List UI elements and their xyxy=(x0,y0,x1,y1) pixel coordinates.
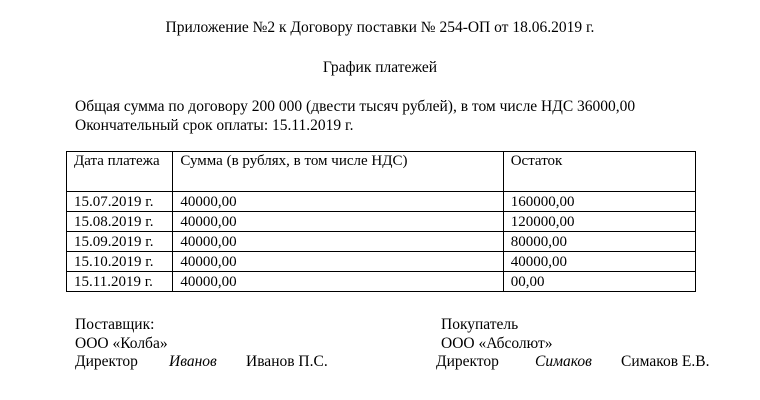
header-balance: Остаток xyxy=(503,152,695,192)
buyer-signature: Симаков xyxy=(535,353,592,370)
buyer-position: Директор xyxy=(436,353,499,370)
total-amount-text: Общая сумма по договору 200 000 (двести тысяч рублей), в том числе НДС 36000,00 xyxy=(75,98,636,115)
cell-balance: 40000,00 xyxy=(503,252,695,272)
payment-schedule-table xyxy=(66,151,696,292)
table-row xyxy=(67,252,696,272)
cell-amount: 40000,00 xyxy=(173,212,503,232)
cell-date: 15.08.2019 г. xyxy=(67,212,173,232)
cell-balance: 120000,00 xyxy=(503,212,695,232)
cell-date: 15.10.2019 г. xyxy=(67,252,173,272)
table-row xyxy=(67,232,696,252)
supplier-position: Директор xyxy=(75,353,138,370)
table-row xyxy=(67,272,696,292)
cell-date: 15.07.2019 г. xyxy=(67,192,173,212)
supplier-signature: Иванов xyxy=(169,353,217,370)
cell-amount: 40000,00 xyxy=(173,272,503,292)
cell-amount: 40000,00 xyxy=(173,232,503,252)
cell-balance: 80000,00 xyxy=(503,232,695,252)
table-header-row xyxy=(67,152,696,192)
header-amount: Сумма (в рублях, в том числе НДС) xyxy=(173,152,503,192)
table-row xyxy=(67,192,696,212)
buyer-name: Симаков Е.В. xyxy=(621,353,710,370)
supplier-company: ООО «Колба» xyxy=(75,335,168,352)
cell-amount: 40000,00 xyxy=(173,192,503,212)
cell-amount: 40000,00 xyxy=(173,252,503,272)
table-row xyxy=(67,212,696,232)
document-subtitle: График платежей xyxy=(322,59,438,76)
cell-balance: 00,00 xyxy=(503,272,695,292)
payment-deadline-text: Окончательный срок оплаты: 15.11.2019 г. xyxy=(75,117,354,134)
document-title: Приложение №2 к Договору поставки № 254-ОП от 18.06.2019 г. xyxy=(165,19,595,36)
buyer-company: ООО «Абсолют» xyxy=(441,335,553,352)
buyer-label: Покупатель xyxy=(441,316,519,333)
cell-date: 15.09.2019 г. xyxy=(67,232,173,252)
cell-date: 15.11.2019 г. xyxy=(67,272,173,292)
cell-balance: 160000,00 xyxy=(503,192,695,212)
header-date: Дата платежа xyxy=(67,152,173,192)
supplier-label: Поставщик: xyxy=(75,316,155,333)
supplier-name: Иванов П.С. xyxy=(246,353,328,370)
